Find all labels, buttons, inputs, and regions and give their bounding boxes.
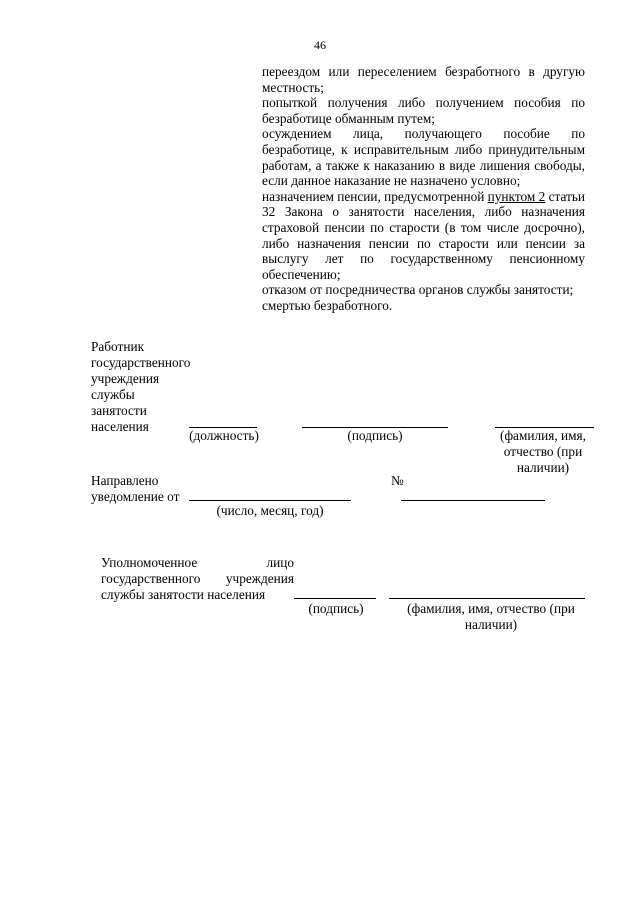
- clause-conviction: осуждением лица, получающего пособие по безработице, к исправительным либо принудительным работам, а также к наказанию в виде лишения свободы, если данное наказание не назначено условно;: [262, 126, 585, 189]
- employee-label-line: занятости: [91, 403, 147, 418]
- authorized-label-word: лицо: [266, 555, 294, 570]
- full-name-caption-line: (фамилия, имя,: [500, 428, 586, 443]
- notice-label-line: уведомление от: [91, 489, 180, 504]
- authorized-full-name-caption-line: (фамилия, имя, отчество (при: [407, 601, 575, 616]
- authorized-full-name-caption: [393, 601, 589, 633]
- position-caption: (должность): [189, 428, 259, 443]
- authorized-label-word: учреждения: [225, 571, 294, 586]
- notice-date-field-line[interactable]: [189, 500, 351, 501]
- authorized-signature-caption: (подпись): [308, 601, 364, 616]
- full-name-caption-line: отчество (при: [503, 444, 583, 459]
- clause-fraud: попыткой получения либо получением пособия по безработице обманным путем;: [262, 95, 585, 126]
- employee-label-line: службы: [91, 387, 135, 402]
- authorized-full-name-caption-line: наличии): [464, 617, 518, 632]
- notice-label-line: Направлено: [91, 473, 159, 488]
- full-name-caption-line: наличии): [516, 460, 570, 475]
- notice-number-field-line[interactable]: [401, 500, 545, 501]
- clause-relocation: переездом или переселением безработного в другую местность;: [262, 64, 585, 95]
- clause-pension-text-start: назначением пенсии, предусмотренной: [262, 188, 488, 204]
- employee-label-line: населения: [91, 419, 149, 434]
- number-sign: №: [391, 473, 404, 488]
- authorized-signature-field-line[interactable]: [294, 598, 376, 599]
- law-reference-link[interactable]: пунктом 2: [487, 188, 546, 204]
- employee-label-line: учреждения: [91, 371, 160, 386]
- authorized-label-word: государственного: [101, 571, 201, 586]
- date-caption: (число, месяц, год): [216, 503, 324, 518]
- signature-caption: (подпись): [347, 428, 403, 443]
- employee-label-line: Работник: [91, 339, 145, 354]
- authorized-full-name-field-line[interactable]: [389, 598, 585, 599]
- notice-label: [91, 473, 179, 505]
- full-name-caption: [476, 428, 610, 476]
- clause-death: смертью безработного.: [262, 297, 393, 313]
- clause-pension-text-end: статьи 32 Закона о занятости населения, либо назначения страховой пенсии по старости (в том числе досрочно), либо назначения пенсии по старости или пенсии за выслугу лет по государственному пенсионному обеспечению;: [262, 188, 586, 282]
- employee-label: [91, 339, 190, 435]
- authorized-label-word: Уполномоченное: [101, 555, 198, 570]
- authorized-label-row: [101, 555, 294, 571]
- termination-grounds-list: [262, 64, 585, 314]
- clause-pension: [262, 189, 585, 283]
- clause-refusal: отказом от посредничества органов службы занятости;: [262, 282, 574, 298]
- authorized-person-label: [101, 555, 294, 603]
- authorized-label-row: [101, 571, 294, 587]
- page-number: 46: [314, 38, 326, 52]
- employee-label-line: государственного: [91, 355, 191, 370]
- authorized-label-row: службы занятости населения: [101, 587, 266, 602]
